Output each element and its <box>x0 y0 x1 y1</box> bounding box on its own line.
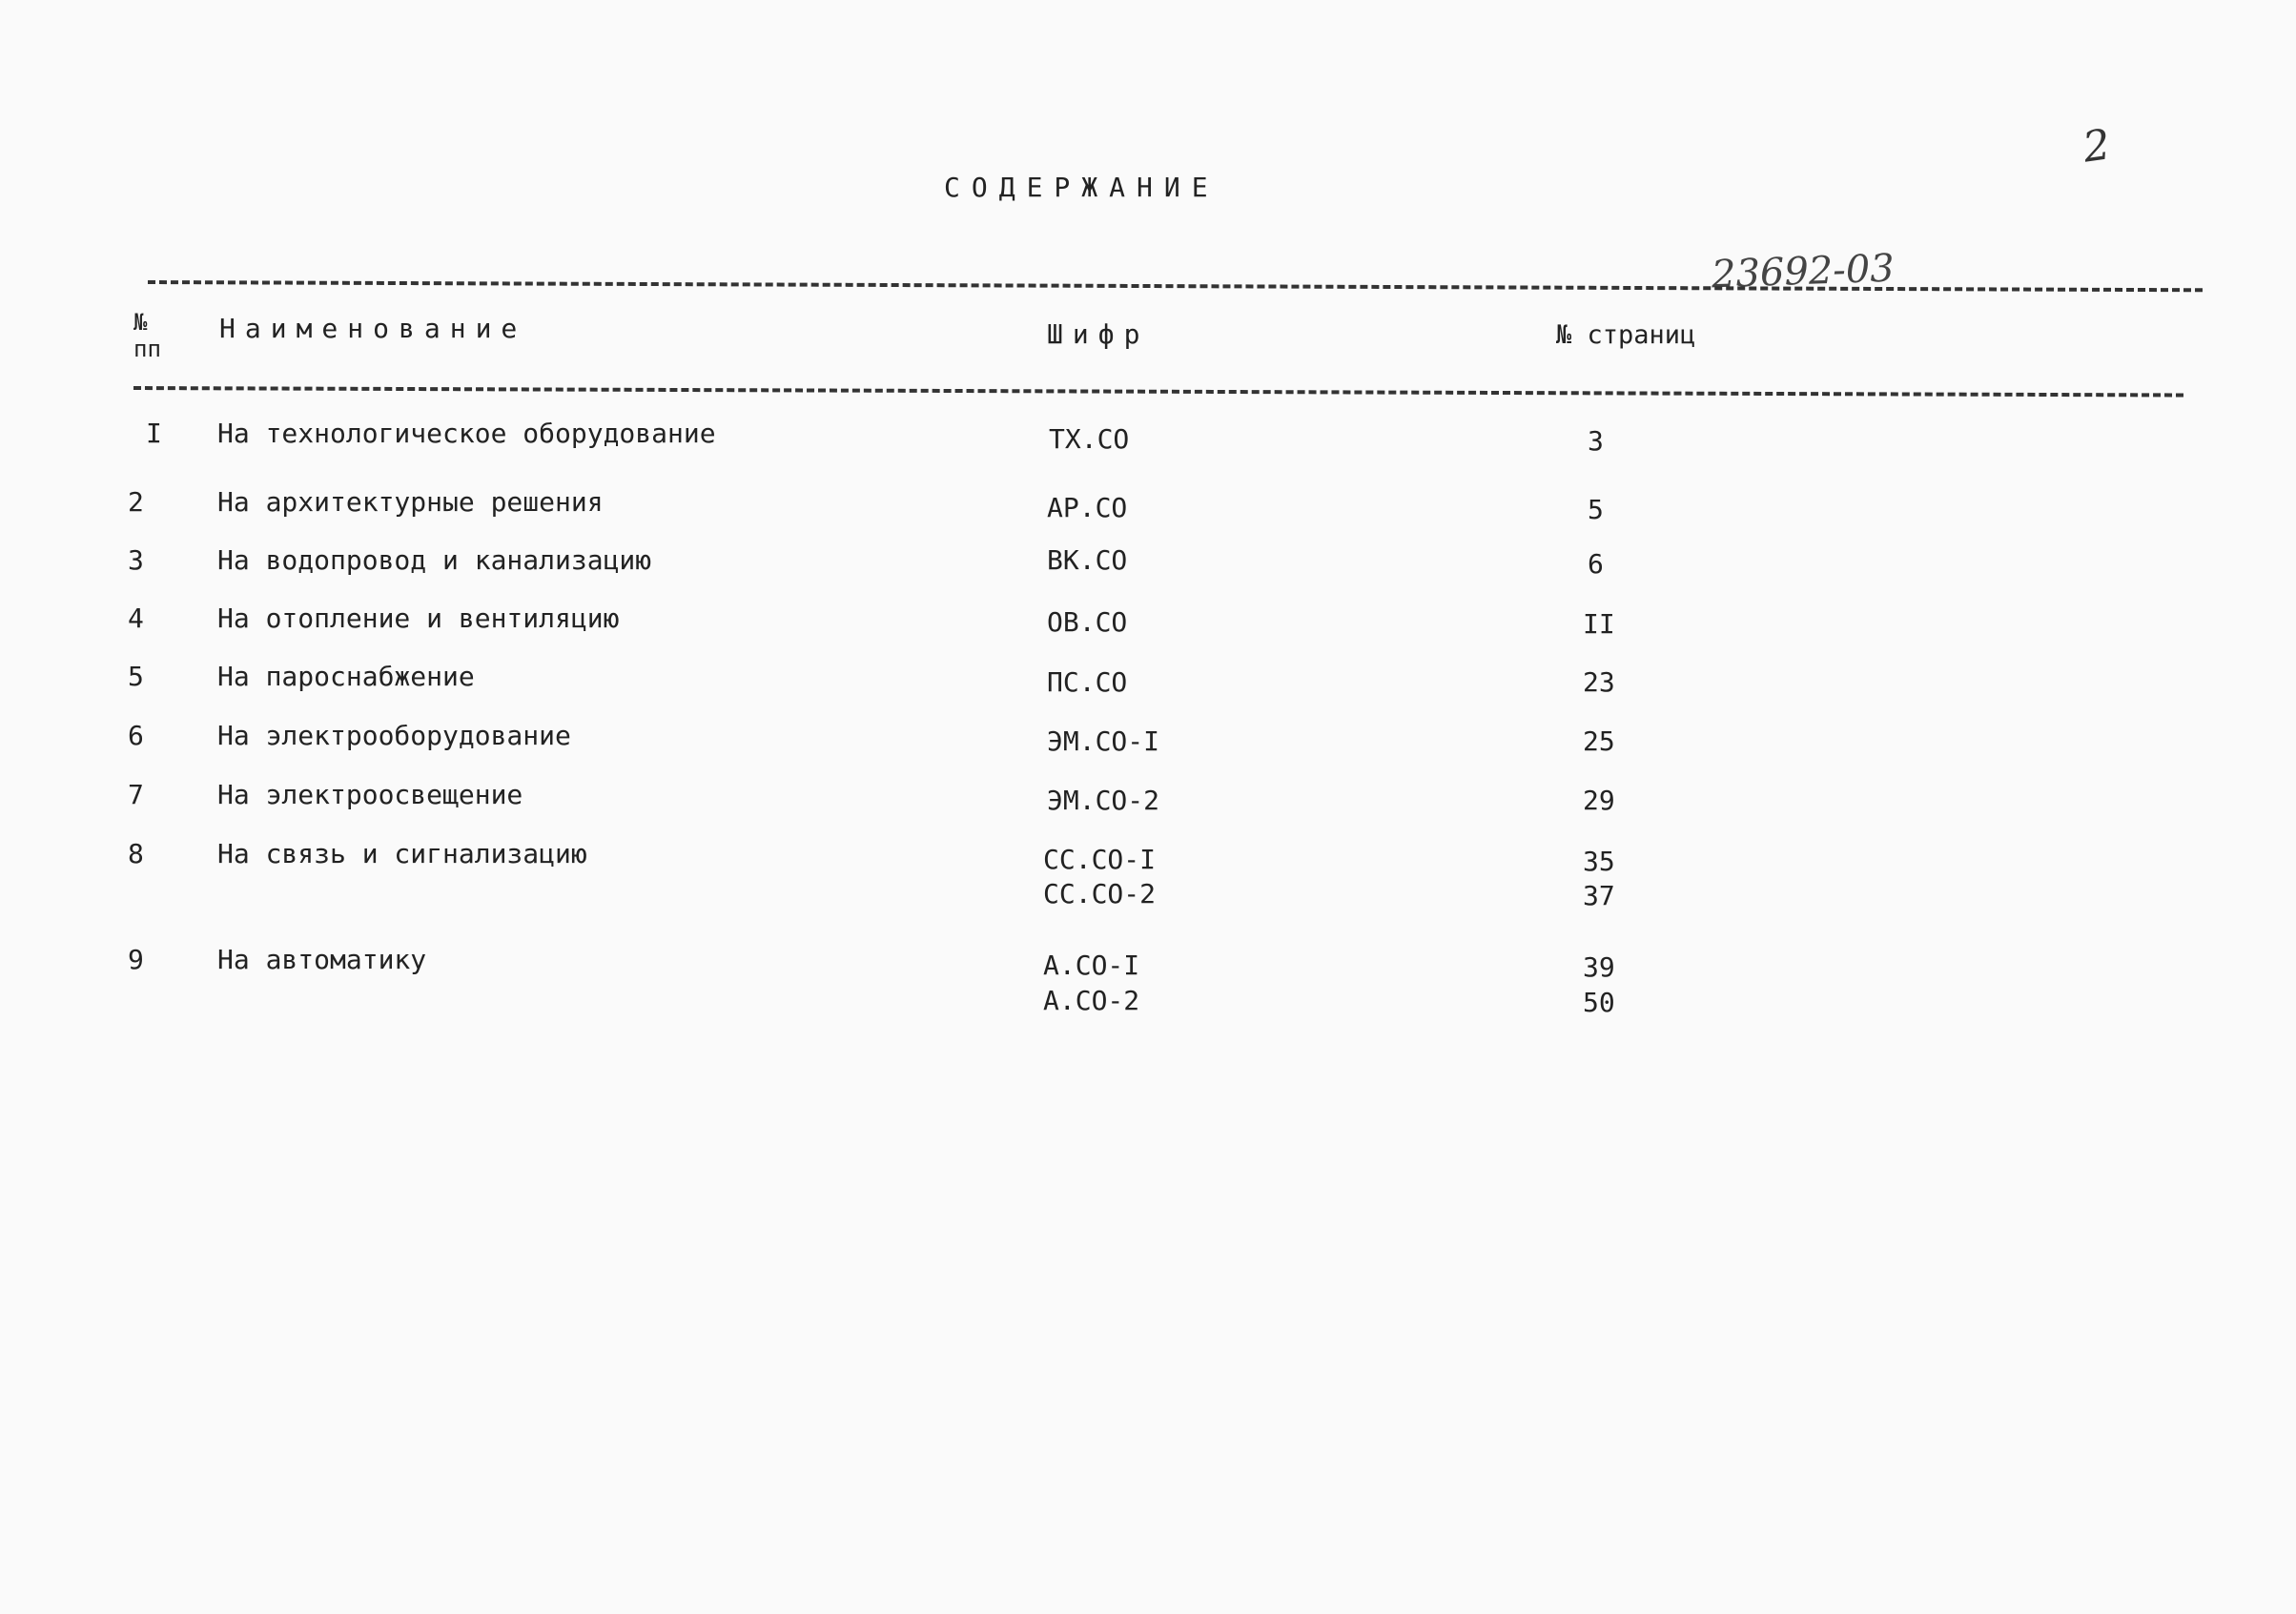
row-page: 6 <box>1588 548 1604 580</box>
header-number <box>133 309 161 362</box>
row-page: 3 <box>1588 425 1604 457</box>
row-number: 4 <box>128 603 144 634</box>
row-name: На электрооборудование <box>217 720 571 751</box>
row-code: ТХ.СО <box>1049 423 1130 455</box>
header-number-sign: № <box>133 309 148 336</box>
row-number: 8 <box>128 838 144 869</box>
table-row <box>0 944 2296 982</box>
row-number: 5 <box>128 661 144 692</box>
row-page: 29 <box>1583 785 1615 816</box>
row-number: 7 <box>128 779 144 810</box>
row-page: 35 <box>1583 846 1615 877</box>
row-page: 39 <box>1583 951 1615 983</box>
row-number: I <box>146 418 162 449</box>
header-pages: № страниц <box>1556 320 1696 350</box>
row-name: На архитектурные решения <box>217 486 604 518</box>
table-row <box>0 838 2296 876</box>
document-code: 23692-03 <box>1711 246 1896 297</box>
table-row <box>0 418 2296 456</box>
row-code: ЭМ.СО-I <box>1047 725 1160 757</box>
row-number: 2 <box>128 486 144 518</box>
table-row <box>0 544 2296 582</box>
table-row-continuation <box>0 985 2296 1023</box>
row-number: 6 <box>128 720 144 751</box>
table-row <box>0 603 2296 641</box>
header-code: Шифр <box>1047 318 1150 350</box>
row-code: ЭМ.СО-2 <box>1047 785 1160 816</box>
row-page: II <box>1583 608 1615 640</box>
table-row <box>0 779 2296 817</box>
row-code: СС.СО-I <box>1043 844 1157 875</box>
row-name: На технологическое оборудование <box>217 418 716 449</box>
row-code: А.СО-I <box>1043 950 1140 981</box>
row-page: 5 <box>1588 494 1604 525</box>
header-name: Наименование <box>219 313 527 344</box>
header-dashed-divider <box>133 386 2183 398</box>
row-code: СС.СО-2 <box>1043 878 1157 909</box>
header-number-abbr: пп <box>133 336 161 362</box>
row-name: На пароснабжение <box>217 661 475 692</box>
row-number: 3 <box>128 544 144 576</box>
table-row <box>0 486 2296 524</box>
row-number: 9 <box>128 944 144 975</box>
table-row <box>0 661 2296 699</box>
row-code: А.СО-2 <box>1043 985 1140 1016</box>
table-row-continuation <box>0 878 2296 916</box>
row-page: 37 <box>1583 880 1615 911</box>
row-code: ОВ.СО <box>1047 606 1128 638</box>
row-page: 25 <box>1583 725 1615 757</box>
row-code: ПС.СО <box>1047 666 1128 698</box>
row-page: 50 <box>1583 987 1615 1018</box>
row-name: На электроосвещение <box>217 779 523 810</box>
row-name: На отопление и вентиляцию <box>217 603 620 634</box>
row-name: На связь и сигнализацию <box>217 838 587 869</box>
row-page: 23 <box>1583 666 1615 698</box>
row-code: АР.СО <box>1047 492 1128 523</box>
row-code: ВК.СО <box>1047 544 1128 576</box>
table-row <box>0 720 2296 758</box>
row-name: На автоматику <box>217 944 427 975</box>
row-name: На водопровод и канализацию <box>217 544 652 576</box>
page-title: СОДЕРЖАНИЕ <box>944 172 1220 203</box>
page-number: 2 <box>2080 120 2114 173</box>
